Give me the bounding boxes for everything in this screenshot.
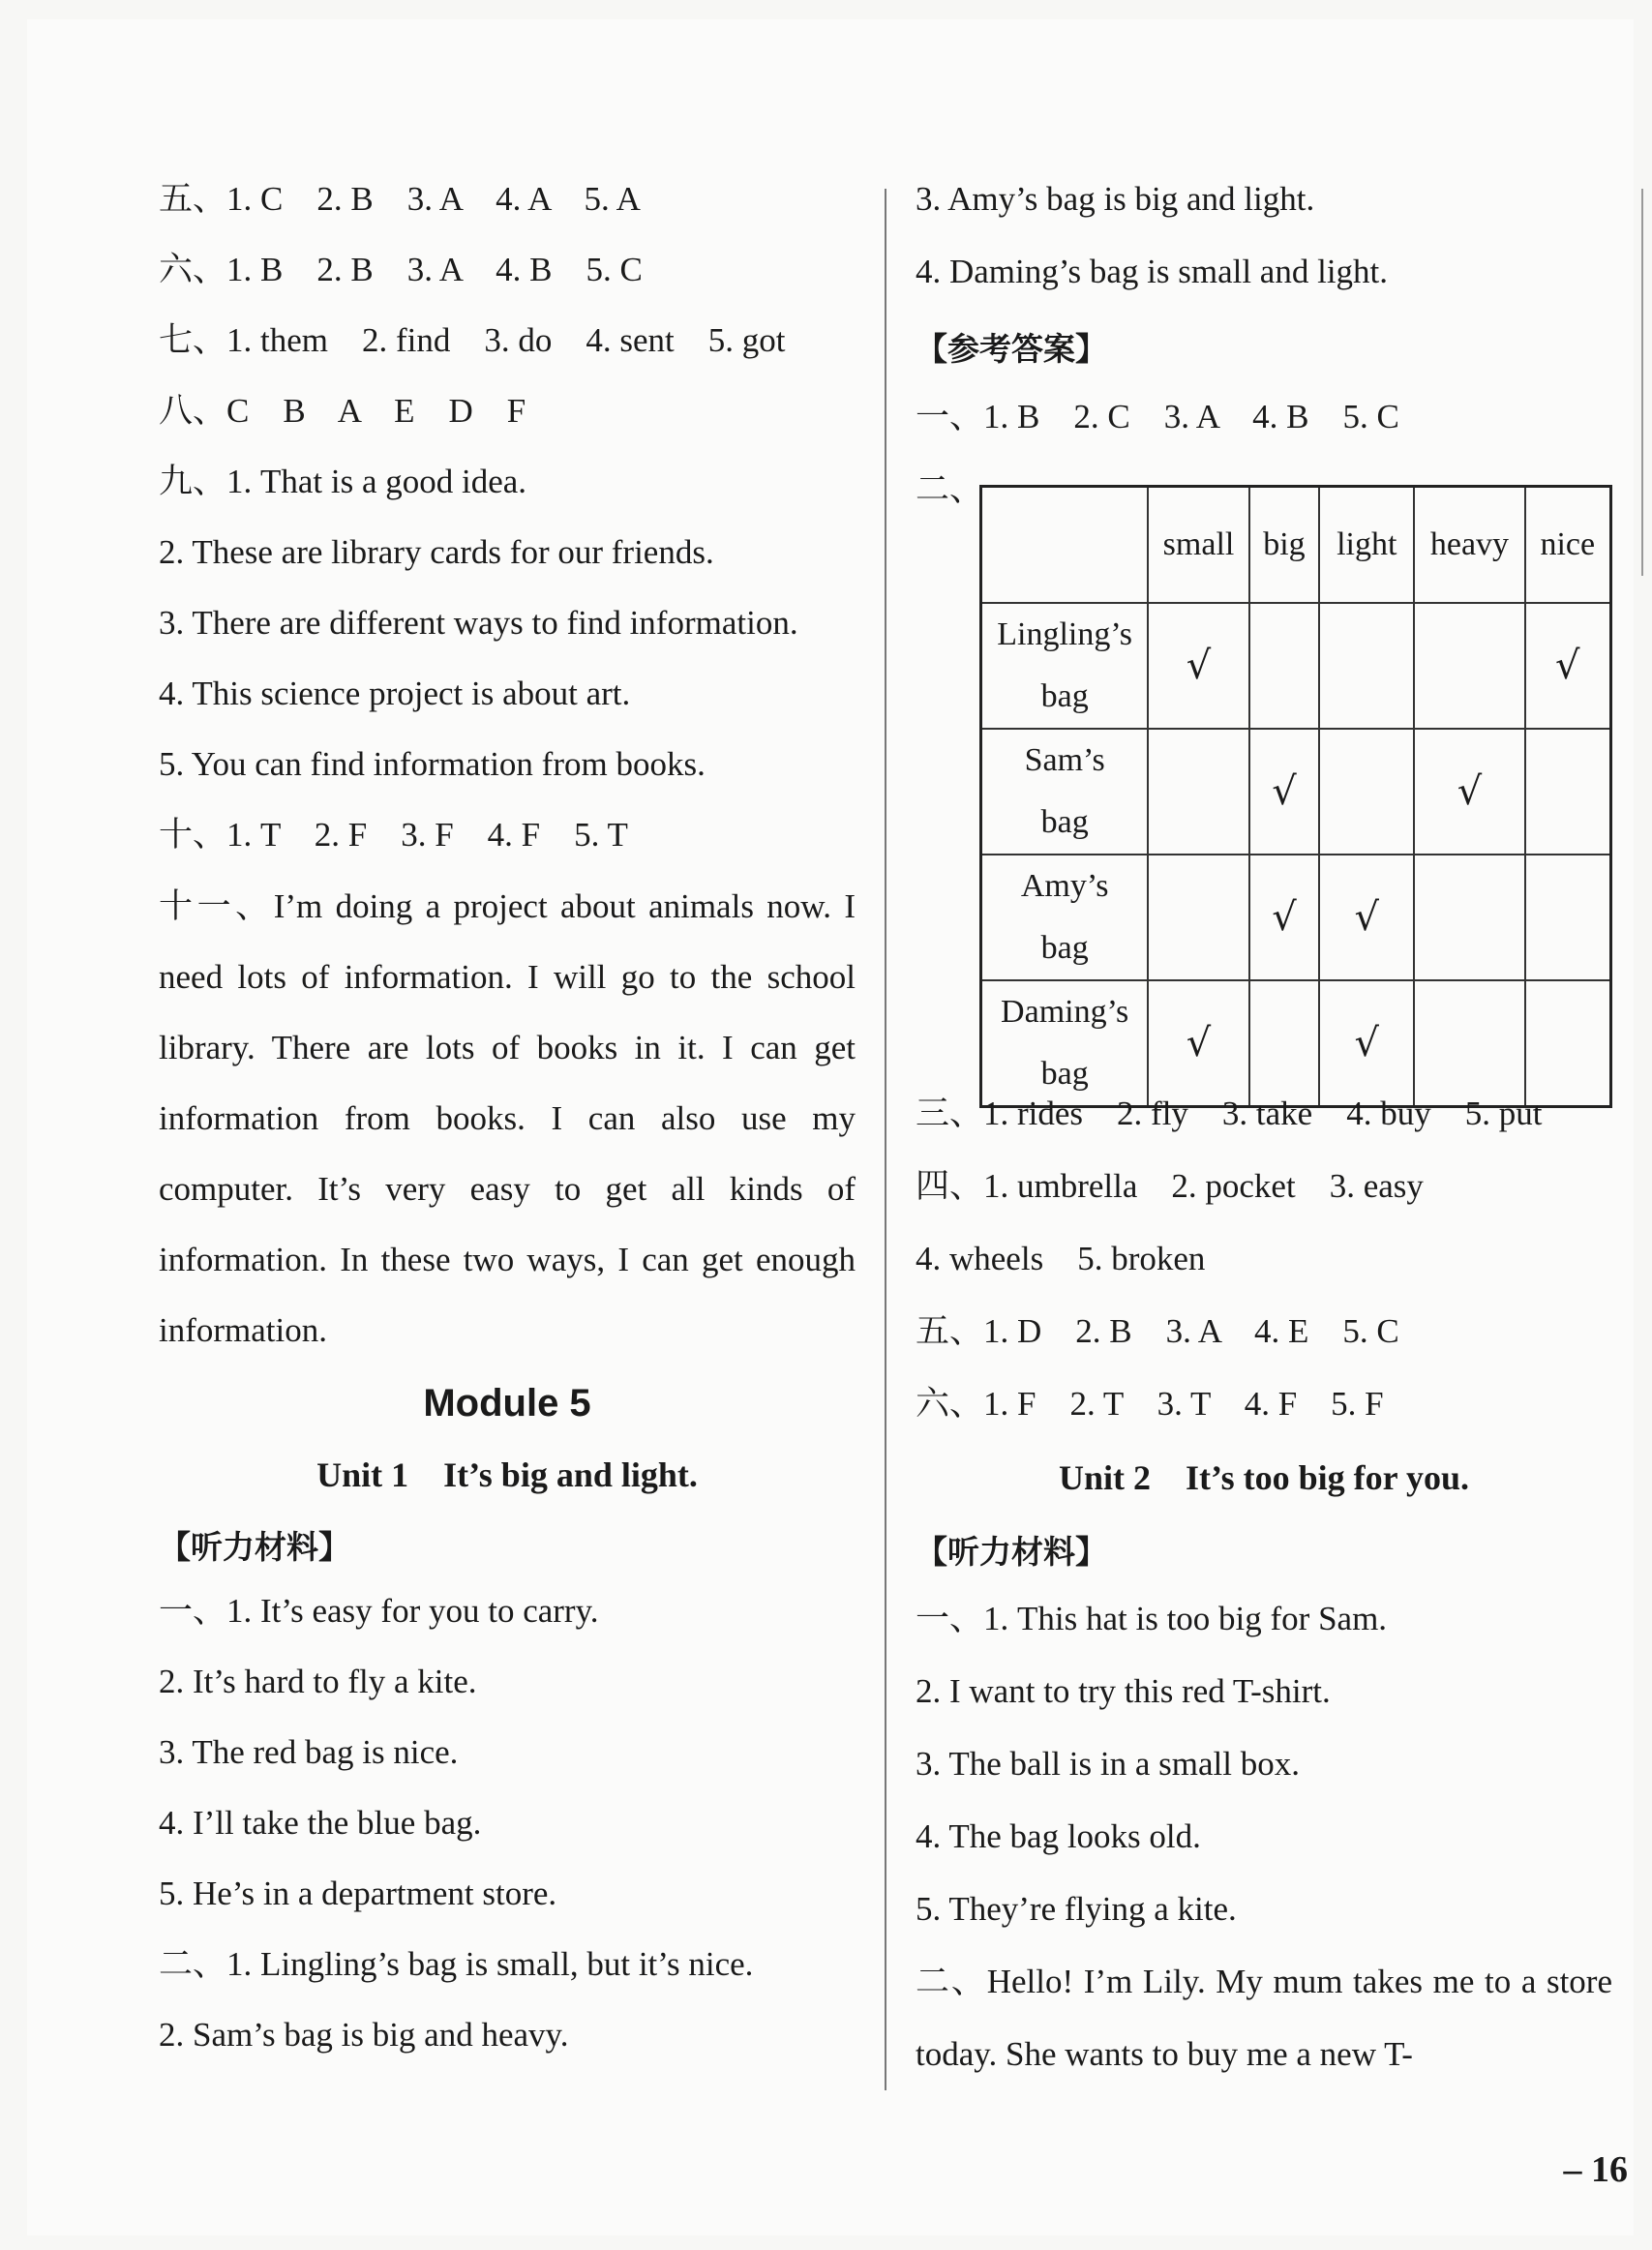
script-line: 3. Amy’s bag is big and light. — [916, 180, 1315, 218]
script-line: 2. Sam’s bag is big and heavy. — [159, 2016, 569, 2054]
script-line: 5. They’re flying a kite. — [916, 1890, 1237, 1928]
answer-line: 4. This science project is about art. — [159, 675, 631, 712]
answer-line: 九、1. That is a good idea. — [159, 463, 527, 500]
answer-line: 4. wheels 5. broken — [916, 1240, 1206, 1277]
table-cell — [1249, 980, 1320, 1107]
script-line: 一、1. This hat is too big for Sam. — [916, 1600, 1388, 1637]
essay-paragraph: 十一、I’m doing a project about animals now. I need lots of information. I will go to the school library. There are lots of books in it. I can get information from books. I can also use my computer. It’s very easy to get all kinds of information. In these two ways, I can get enough information. — [159, 887, 856, 1349]
row-label-line: bag — [1040, 677, 1089, 714]
answer-line: 五、1. C 2. B 3. A 4. A 5. A — [159, 180, 641, 218]
page — [27, 19, 1634, 2235]
script-line: 2. It’s hard to fly a kite. — [159, 1663, 477, 1700]
script-line: 5. He’s in a department store. — [159, 1875, 557, 1912]
table-row — [981, 980, 1611, 1107]
table-cell — [1249, 603, 1320, 729]
table-header-cell: big — [1249, 487, 1320, 603]
essay-paragraph: 二、Hello! I’m Lily. My mum takes me to a store today. She wants to buy me a new T- — [916, 1963, 1612, 2073]
table-cell — [1319, 729, 1414, 855]
table-header-cell: light — [1319, 487, 1414, 603]
table-cell: √ — [1319, 855, 1414, 980]
answer-line: 2. These are library cards for our friends. — [159, 533, 714, 571]
table-row — [981, 855, 1611, 980]
table-corner-cell — [981, 487, 1149, 603]
script-line: 一、1. It’s easy for you to carry. — [159, 1592, 599, 1630]
table-cell — [1525, 729, 1611, 855]
table-cell: √ — [1249, 729, 1320, 855]
table-cell — [1148, 729, 1248, 855]
table-prefix: 二、 — [916, 470, 984, 508]
table-cell — [1414, 980, 1524, 1107]
answer-line: 四、1. umbrella 2. pocket 3. easy — [916, 1167, 1424, 1205]
section-heading: 【听力材料】 — [159, 1528, 350, 1566]
script-line: 3. The ball is in a small box. — [916, 1745, 1300, 1783]
answer-line: 5. You can find information from books. — [159, 745, 706, 783]
script-line: 3. The red bag is nice. — [159, 1733, 459, 1771]
table-row — [981, 603, 1611, 729]
unit-title: Unit 2 It’s too big for you. — [1058, 1458, 1470, 1497]
table-cell — [1414, 855, 1524, 980]
table-row — [981, 729, 1611, 855]
table-cell: √ — [1148, 980, 1248, 1107]
table-cell — [1525, 980, 1611, 1107]
table-cell: √ — [1319, 980, 1414, 1107]
answer-table — [979, 485, 1612, 1108]
answer-line: 七、1. them 2. find 3. do 4. sent 5. got — [159, 321, 786, 359]
row-label-line: bag — [1040, 1055, 1089, 1092]
table-cell: √ — [1148, 603, 1248, 729]
script-line: 二、1. Lingling’s bag is small, but it’s nice. — [159, 1945, 754, 1983]
answer-line: 三、1. rides 2. fly 3. take 4. buy 5. put — [916, 1095, 1543, 1132]
answer-line: 十、1. T 2. F 3. F 4. F 5. T — [159, 816, 628, 854]
script-line: 2. I want to try this red T-shirt. — [916, 1672, 1331, 1710]
table-row-label — [981, 729, 1149, 855]
table-header-cell: nice — [1525, 487, 1611, 603]
answer-line: 一、1. B 2. C 3. A 4. B 5. C — [916, 398, 1399, 435]
script-line: 4. I’ll take the blue bag. — [159, 1804, 482, 1842]
row-label-line: Daming’s — [1001, 993, 1129, 1030]
section-heading: 【听力材料】 — [916, 1533, 1107, 1571]
section-heading: 【参考答案】 — [916, 330, 1107, 368]
table-row-label — [981, 980, 1149, 1107]
answer-line: 五、1. D 2. B 3. A 4. E 5. C — [916, 1312, 1399, 1350]
row-label-line: bag — [1040, 803, 1089, 840]
table-header-row — [981, 487, 1611, 603]
table-cell — [1525, 855, 1611, 980]
answer-line: 3. There are different ways to find information. — [159, 604, 798, 642]
table-row-label — [981, 603, 1149, 729]
table-cell — [1414, 603, 1524, 729]
column-divider — [885, 189, 886, 2090]
column-divider-right — [1641, 189, 1643, 576]
table-cell: √ — [1525, 603, 1611, 729]
row-label-line: Lingling’s — [997, 615, 1133, 652]
table-cell: √ — [1249, 855, 1320, 980]
table-cell — [1319, 603, 1414, 729]
table-cell — [1148, 855, 1248, 980]
table-cell: √ — [1414, 729, 1524, 855]
table-header-cell: small — [1148, 487, 1248, 603]
answer-line: 六、1. B 2. B 3. A 4. B 5. C — [159, 251, 643, 288]
row-label-line: bag — [1040, 929, 1089, 966]
table-header-cell: heavy — [1414, 487, 1524, 603]
page-number: – 16 — [1563, 2149, 1628, 2190]
row-label-line: Sam’s — [1024, 741, 1105, 778]
row-label-line: Amy’s — [1020, 867, 1109, 904]
script-line: 4. Daming’s bag is small and light. — [916, 253, 1389, 290]
answer-line: 八、C B A E D F — [159, 392, 526, 430]
module-title: Module 5 — [423, 1382, 591, 1425]
table-row-label — [981, 855, 1149, 980]
unit-title: Unit 1 It’s big and light. — [316, 1455, 698, 1494]
answer-line: 六、1. F 2. T 3. T 4. F 5. F — [916, 1385, 1384, 1423]
script-line: 4. The bag looks old. — [916, 1817, 1201, 1855]
